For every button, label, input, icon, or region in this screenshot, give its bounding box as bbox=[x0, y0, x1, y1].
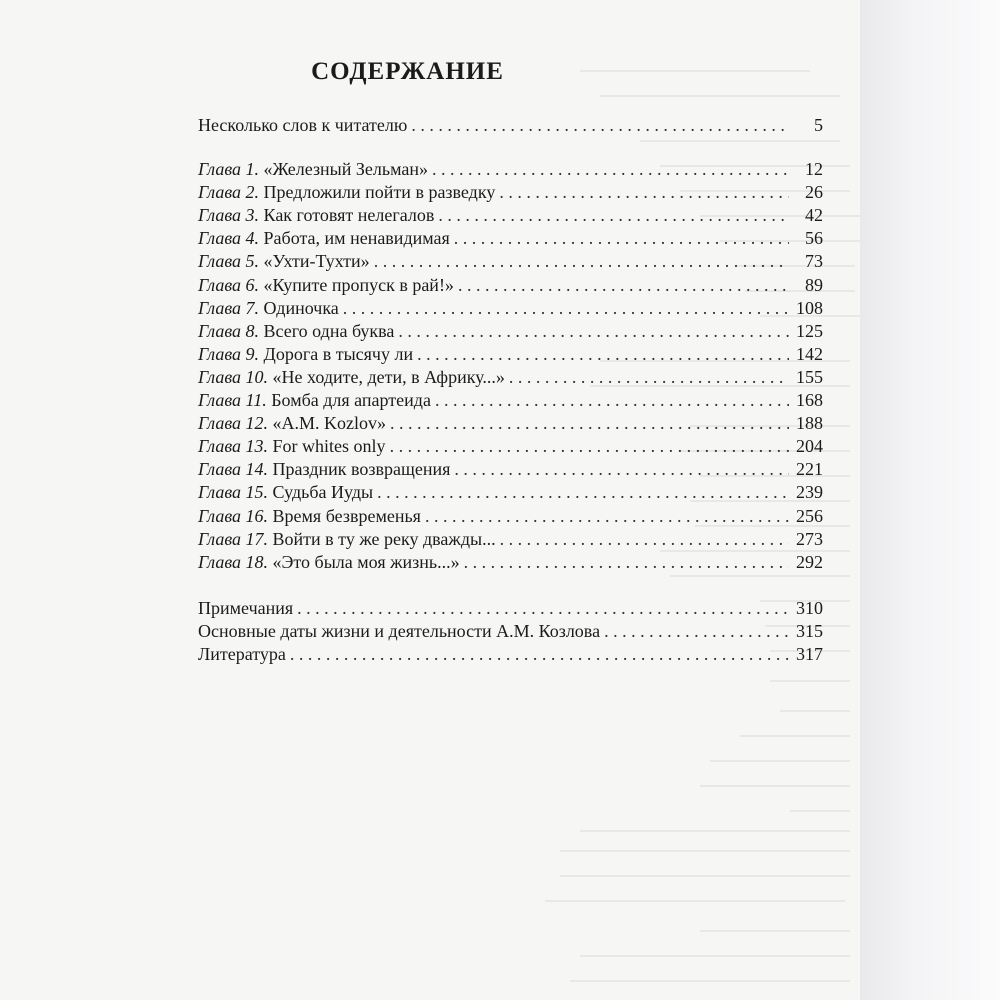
toc-entry-label bbox=[198, 412, 386, 435]
toc-entry-label bbox=[198, 320, 394, 343]
chapter-title: Всего одна буква bbox=[263, 320, 395, 341]
dot-leader bbox=[343, 297, 789, 320]
chapter-number: Глава 13. bbox=[198, 436, 269, 457]
chapter-title: Бомба для апартеида bbox=[271, 390, 431, 411]
toc-entry bbox=[198, 204, 823, 227]
chapter-title: «Железный Зельман» bbox=[263, 159, 428, 180]
dot-leader bbox=[398, 320, 789, 343]
chapter-title: Как готовят нелегалов bbox=[263, 205, 435, 226]
chapter-title: Дорога в тысячу ли bbox=[263, 343, 414, 364]
chapter-title: Предложили пойти в разведку bbox=[263, 182, 496, 203]
chapter-number: Глава 10. bbox=[198, 366, 269, 387]
chapter-title: «Это была моя жизнь...» bbox=[272, 551, 460, 572]
chapter-number: Глава 17. bbox=[198, 528, 269, 549]
toc-entry bbox=[198, 481, 823, 504]
page-number: 5 bbox=[814, 115, 823, 135]
dot-leader bbox=[454, 227, 789, 250]
chapter-number: Глава 4. bbox=[198, 228, 260, 249]
dot-leader bbox=[377, 481, 789, 504]
toc-entry bbox=[198, 435, 823, 458]
toc-entry-label bbox=[198, 227, 450, 250]
page-number: 168 bbox=[796, 390, 823, 411]
chapter-title: Работа, им ненавидимая bbox=[263, 228, 450, 249]
page-number: 89 bbox=[805, 274, 823, 295]
chapter-number: Глава 15. bbox=[198, 482, 269, 503]
page-number: 142 bbox=[796, 343, 823, 364]
chapter-number: Глава 16. bbox=[198, 505, 269, 526]
page-number: 12 bbox=[805, 159, 823, 180]
dot-leader bbox=[390, 412, 789, 435]
toc-entry-label bbox=[198, 297, 339, 320]
dot-leader bbox=[425, 505, 789, 528]
page-title: СОДЕРЖАНИЕ bbox=[311, 58, 504, 85]
chapter-number: Глава 11. bbox=[198, 390, 267, 411]
toc-entry bbox=[198, 181, 823, 204]
toc-entry bbox=[198, 250, 823, 273]
chapter-number: Глава 8. bbox=[198, 320, 260, 341]
chapter-number: Глава 7. bbox=[198, 297, 260, 318]
chapter-number: Глава 12. bbox=[198, 413, 269, 434]
dot-leader bbox=[290, 643, 789, 666]
toc-entry bbox=[198, 227, 823, 250]
toc-entry-label bbox=[198, 528, 496, 551]
page-number: 26 bbox=[805, 182, 823, 203]
toc-entry bbox=[198, 158, 823, 181]
toc-entry-label bbox=[198, 274, 454, 297]
chapter-title: «Не ходите, дети, в Африку...» bbox=[272, 366, 505, 387]
toc-entry-label bbox=[198, 250, 370, 273]
toc-entry bbox=[198, 389, 823, 412]
toc-entry bbox=[198, 528, 823, 551]
front-matter-list bbox=[198, 114, 823, 137]
page-number: 108 bbox=[796, 297, 823, 318]
page-number: 315 bbox=[796, 620, 823, 641]
page-number: 256 bbox=[796, 505, 823, 526]
toc-entry-label bbox=[198, 158, 428, 181]
chapter-title: Праздник возвращения bbox=[272, 459, 451, 480]
page-number: 310 bbox=[796, 597, 823, 618]
chapter-number: Глава 6. bbox=[198, 274, 260, 295]
dot-leader bbox=[499, 181, 789, 204]
page-number: 221 bbox=[796, 459, 823, 480]
page-number: 204 bbox=[796, 436, 823, 457]
toc-entry-label bbox=[198, 458, 450, 481]
back-matter-list bbox=[198, 597, 823, 666]
toc-entry-label: Примечания bbox=[198, 597, 294, 618]
toc-entry-label bbox=[198, 366, 505, 389]
dot-leader bbox=[432, 158, 789, 181]
toc-entry bbox=[198, 366, 823, 389]
chapter-number: Глава 3. bbox=[198, 205, 260, 226]
dot-leader bbox=[438, 204, 789, 227]
toc-entry-label bbox=[198, 551, 460, 574]
page-number: 317 bbox=[796, 643, 823, 664]
dot-leader bbox=[374, 250, 789, 273]
toc-entry bbox=[198, 320, 823, 343]
chapter-title: Войти в ту же реку дважды... bbox=[272, 528, 496, 549]
toc-entry bbox=[198, 274, 823, 297]
table-of-contents bbox=[198, 114, 823, 666]
chapter-title: «Купите пропуск в рай!» bbox=[263, 274, 454, 295]
chapter-title: Время безвременья bbox=[272, 505, 421, 526]
dot-leader bbox=[509, 366, 789, 389]
chapter-number: Глава 1. bbox=[198, 159, 260, 180]
chapter-title: For whites only bbox=[272, 436, 386, 457]
chapter-number: Глава 2. bbox=[198, 182, 260, 203]
page-number: 239 bbox=[796, 482, 823, 503]
toc-entry bbox=[198, 597, 823, 620]
toc-entry bbox=[198, 551, 823, 574]
dot-leader bbox=[417, 343, 789, 366]
page-number: 56 bbox=[805, 228, 823, 249]
page-number: 292 bbox=[796, 551, 823, 572]
dot-leader bbox=[604, 620, 789, 643]
chapter-title: «Ухти-Тухти» bbox=[263, 251, 370, 272]
dot-leader bbox=[435, 389, 789, 412]
dot-leader bbox=[500, 528, 789, 551]
page-margin bbox=[860, 0, 1000, 1000]
toc-entry bbox=[198, 620, 823, 643]
dot-leader bbox=[458, 274, 789, 297]
page-number: 155 bbox=[796, 366, 823, 387]
toc-entry bbox=[198, 343, 823, 366]
toc-entry bbox=[198, 114, 823, 137]
toc-entry bbox=[198, 297, 823, 320]
toc-entry-label bbox=[198, 505, 421, 528]
toc-entry bbox=[198, 412, 823, 435]
page-number: 125 bbox=[796, 320, 823, 341]
chapter-number: Глава 14. bbox=[198, 459, 269, 480]
page-number: 273 bbox=[796, 528, 823, 549]
dot-leader bbox=[411, 114, 789, 137]
dot-leader bbox=[297, 597, 789, 620]
toc-entry bbox=[198, 643, 823, 666]
toc-entry bbox=[198, 505, 823, 528]
chapter-list bbox=[198, 158, 823, 574]
chapter-title: Одиночка bbox=[263, 297, 339, 318]
toc-entry bbox=[198, 458, 823, 481]
toc-entry-label: Литература bbox=[198, 643, 286, 664]
toc-entry-label bbox=[198, 204, 434, 227]
toc-entry-label: Несколько слов к читателю bbox=[198, 115, 408, 135]
dot-leader bbox=[454, 458, 789, 481]
dot-leader bbox=[464, 551, 789, 574]
toc-entry-label: Основные даты жизни и деятельности А.М. Козлова bbox=[198, 620, 601, 641]
page-number: 42 bbox=[805, 205, 823, 226]
chapter-title: «A.M. Kozlov» bbox=[272, 413, 387, 434]
toc-entry-label bbox=[198, 435, 386, 458]
chapter-number: Глава 18. bbox=[198, 551, 269, 572]
toc-entry-label bbox=[198, 343, 413, 366]
page-number: 73 bbox=[805, 251, 823, 272]
dot-leader bbox=[390, 435, 789, 458]
toc-entry-label bbox=[198, 389, 431, 412]
chapter-title: Судьба Иуды bbox=[272, 482, 374, 503]
toc-entry-label bbox=[198, 481, 373, 504]
chapter-number: Глава 5. bbox=[198, 251, 260, 272]
toc-entry-label bbox=[198, 181, 495, 204]
page-number: 188 bbox=[796, 413, 823, 434]
chapter-number: Глава 9. bbox=[198, 343, 260, 364]
